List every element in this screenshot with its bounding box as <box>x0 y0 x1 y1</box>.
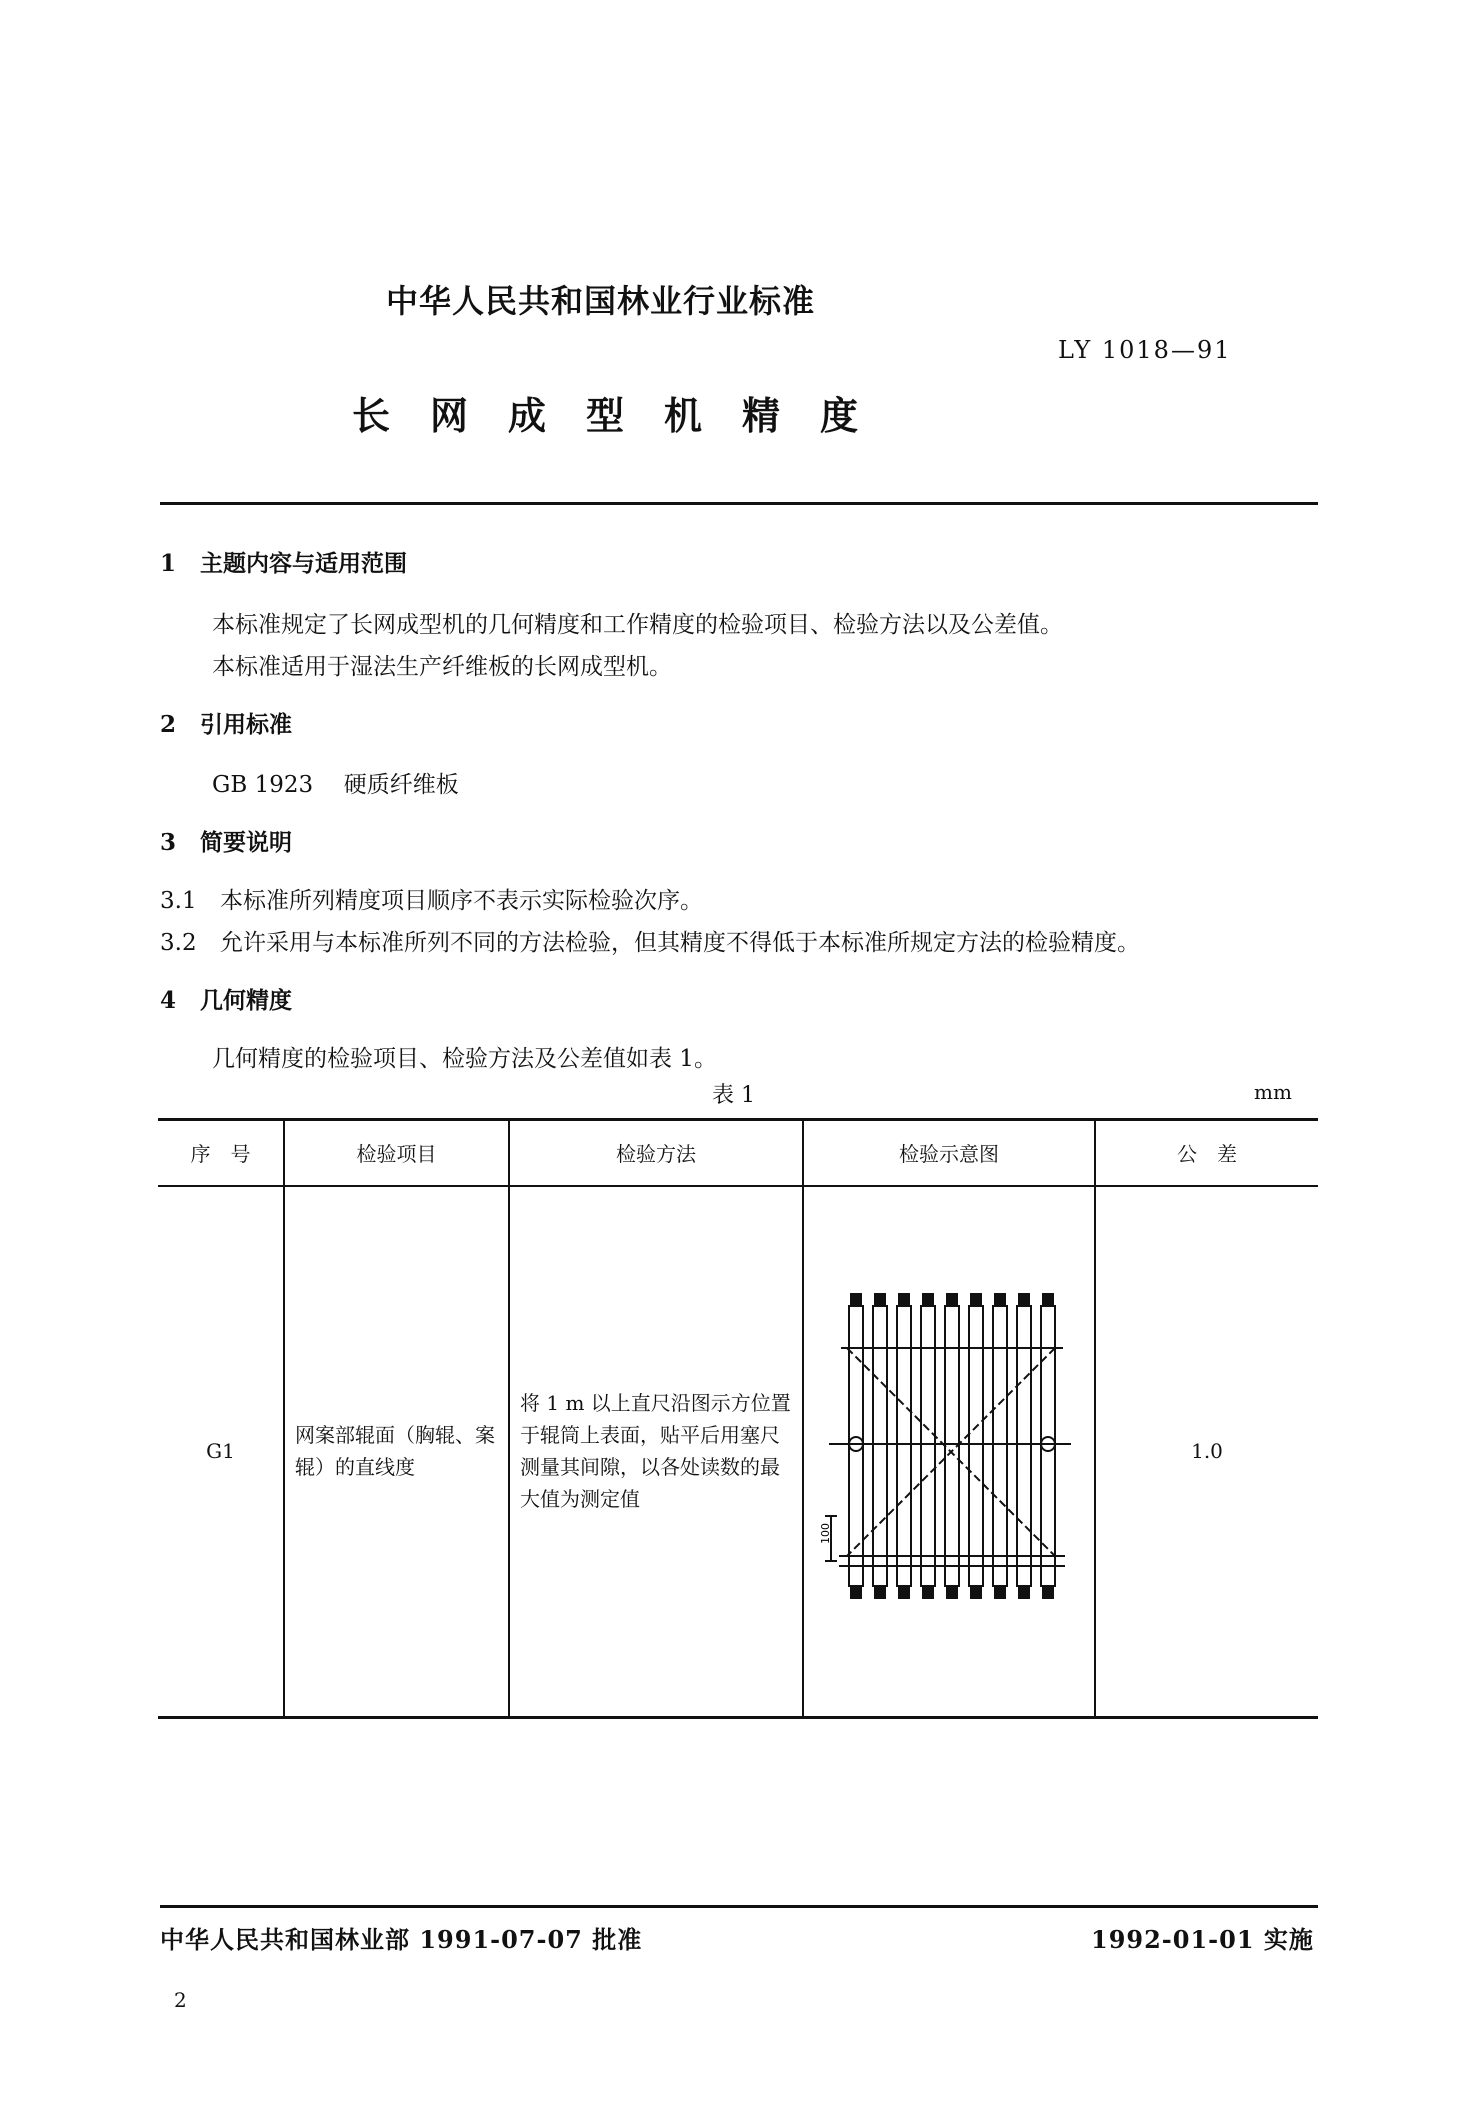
standard-code: LY 1018—91 <box>1058 336 1232 364</box>
section-3-item-1: 3.1 本标准所列精度项目顺序不表示实际检验次序。 <box>160 888 703 914</box>
table-header-row <box>158 1120 1318 1186</box>
section-1-heading: 1 主题内容与适用范围 <box>160 550 407 577</box>
section-2-heading: 2 引用标准 <box>160 711 292 738</box>
approval-note: 中华人民共和国林业部 1991-07-07 批准 <box>160 1925 643 1954</box>
header-method: 检验方法 <box>509 1120 803 1186</box>
section-1-para-2: 本标准适用于湿法生产纤维板的长网成型机。 <box>212 654 672 680</box>
table-unit: mm <box>1254 1080 1292 1104</box>
header-tolerance: 公 差 <box>1095 1120 1318 1186</box>
row-item: 网案部辊面（胸辊、案辊）的直线度 <box>284 1186 509 1718</box>
footer-rule <box>160 1905 1318 1908</box>
title-rule <box>160 502 1318 505</box>
page-number: 2 <box>174 1988 187 2012</box>
table-caption: 表 1 <box>712 1083 755 1108</box>
document-title: 长网成型机精度 <box>352 393 899 438</box>
row-method: 将 1 m 以上直尺沿图示方位置于辊筒上表面，贴平后用塞尺测量其间隙，以各处读数的最大值为测定值 <box>509 1186 803 1718</box>
reference-name: 硬质纤维板 <box>343 772 459 798</box>
inspection-table <box>158 1118 1318 1719</box>
section-4-intro: 几何精度的检验项目、检验方法及公差值如表 1。 <box>212 1046 717 1072</box>
table-row <box>158 1186 1318 1718</box>
section-1-para-1: 本标准规定了长网成型机的几何精度和工作精度的检验项目、检验方法以及公差值。 <box>212 612 1063 638</box>
row-diagram-cell <box>803 1186 1095 1718</box>
roller-diagram <box>819 1286 1079 1616</box>
reference-code: GB 1923 <box>212 772 314 798</box>
reference-standard <box>212 766 459 799</box>
section-4-heading: 4 几何精度 <box>160 987 292 1014</box>
header-item: 检验项目 <box>284 1120 509 1186</box>
standard-body: 中华人民共和国林业行业标准 <box>386 282 816 320</box>
top-caps <box>851 1294 1053 1306</box>
bottom-caps <box>851 1586 1053 1598</box>
section-3-item-2: 3.2 允许采用与本标准所列不同的方法检验，但其精度不得低于本标准所规定方法的检验精度。 <box>160 930 1140 956</box>
header-diagram: 检验示意图 <box>803 1120 1095 1186</box>
header-serial: 序 号 <box>190 1142 251 1167</box>
row-id: G1 <box>206 1439 235 1464</box>
effective-date: 1992-01-01 实施 <box>1091 1925 1314 1954</box>
row-tolerance: 1.0 <box>1095 1186 1318 1718</box>
section-3-heading: 3 简要说明 <box>160 829 292 856</box>
diagram-dimension: 100 <box>819 1523 832 1545</box>
